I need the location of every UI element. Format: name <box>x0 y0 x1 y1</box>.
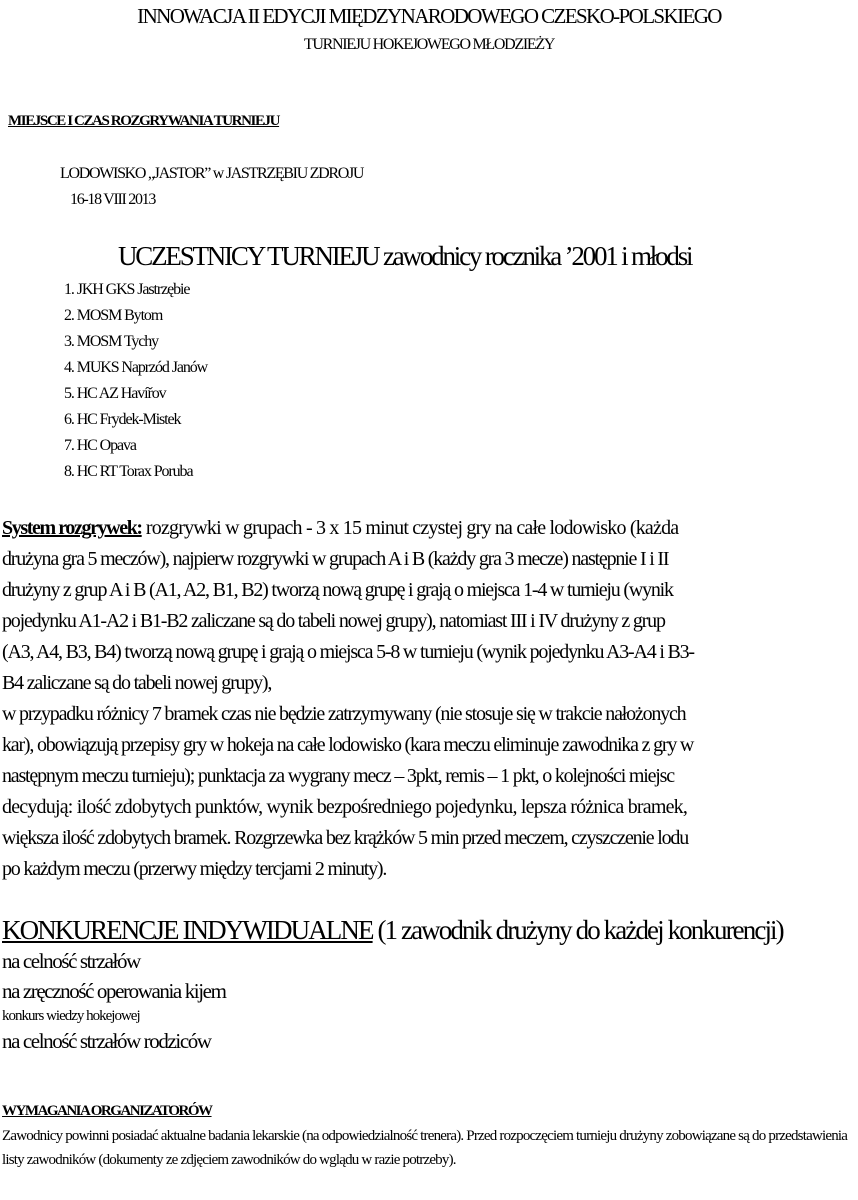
competitions-section <box>2 915 783 1056</box>
system-line: po każdym meczu (przerwy między tercjami 2 minuty). <box>2 858 387 880</box>
system-line: drużyny z grup A i B (A1, A2, B1, B2) tworzą nową grupę i grają o miejsca 1-4 w turnieju (wynik <box>2 579 673 601</box>
participants-heading: UCZESTNICY TURNIEJU zawodnicy rocznika ’2001 i młodsi <box>118 241 692 271</box>
document-subtitle: TURNIEJU HOKEJOWEGO MŁODZIEŻY <box>303 36 555 53</box>
competition-item: na celność strzałów rodziców <box>2 1029 211 1053</box>
system-line: (A3, A4, B3, B4) tworzą nową grupę i grają o miejsca 5-8 w turnieju (wynik pojedynku A3-A4 i B3- <box>2 641 694 663</box>
team-item: 6. HC Frydek-Mistek <box>64 411 181 428</box>
team-item: 5. HC AZ Havířov <box>64 385 166 402</box>
requirements-text: Zawodnicy powinni posiadać aktualne badania lekarskie (na odpowiedzialność trenera). Przed rozpoczęciem turnieju drużyny zobowiązane są do przedstawienia listy zawodników (dokumenty ze zdjęciem zawodników do wglądu w razie potrzeby). <box>2 1128 848 1168</box>
venue-place: LODOWISKO „JASTOR” w JASTRZĘBIU ZDROJU <box>60 165 364 182</box>
system-text: rozgrywki w grupach - 3 x 15 minut czystej gry na całe lodowisko (każda <box>141 517 679 539</box>
system-line: następnym meczu turnieju); punktacja za wygrany mecz – 3pkt, remis – 1 pkt, o kolejności miejsc <box>2 765 674 787</box>
venue-heading: MIEJSCE I CZAS ROZGRYWANIA TURNIEJU <box>8 113 280 129</box>
system-line: pojedynku A1-A2 i B1-B2 zaliczane są do tabeli nowej grupy), natomiast III i IV drużyny z grup <box>2 610 665 632</box>
competitions-heading-title: KONKURENCJE INDYWIDUALNE <box>2 915 373 945</box>
requirements-section <box>2 1103 858 1172</box>
competitions-heading-note: (1 zawodnik drużyny do każdej konkurencji) <box>372 915 783 945</box>
document-title: INNOWACJA II EDYCJI MIĘDZYNARODOWEGO CZESKO-POLSKIEGO <box>137 4 721 28</box>
requirements-heading: WYMAGANIA ORGANIZATORÓW <box>2 1103 212 1119</box>
team-item: 1. JKH GKS Jastrzębie <box>64 281 190 298</box>
competition-item: na zręczność operowania kijem <box>2 979 226 1003</box>
system-line: B4 zaliczane są do tabeli nowej grupy), <box>2 672 272 694</box>
venue-dates: 16-18 VIII 2013 <box>70 191 156 208</box>
system-label: System rozgrywek: <box>2 517 142 539</box>
team-item: 3. MOSM Tychy <box>64 333 159 350</box>
system-line: kar), obowiązują przepisy gry w hokeja na całe lodowisko (kara meczu eliminuje zawodnika z gry w <box>2 734 694 756</box>
competitions-heading <box>2 915 783 946</box>
system-line: większa ilość zdobytych bramek. Rozgrzewka bez krążków 5 min przed meczem, czyszczenie lodu <box>2 827 689 849</box>
tournament-system-section <box>2 513 858 885</box>
competition-item: na celność strzałów <box>2 949 140 973</box>
team-list <box>64 277 207 485</box>
team-item: 8. HC RT Torax Poruba <box>64 463 193 480</box>
team-item: 2. MOSM Bytom <box>64 307 163 324</box>
team-item: 7. HC Opava <box>64 437 136 454</box>
system-line <box>2 513 858 544</box>
system-line: decydują: ilość zdobytych punktów, wynik bezpośredniego pojedynku, lepsza różnica bramek, <box>2 796 688 818</box>
team-item: 4. MUKS Naprzód Janów <box>64 359 208 376</box>
competition-item: konkurs wiedzy hokejowej <box>2 1008 140 1024</box>
system-line: drużyna gra 5 meczów), najpierw rozgrywki w grupach A i B (każdy gra 3 mecze) następnie I i II <box>2 548 669 570</box>
system-line: w przypadku różnicy 7 bramek czas nie będzie zatrzymywany (nie stosuje się w trakcie nałożonych <box>2 703 686 725</box>
